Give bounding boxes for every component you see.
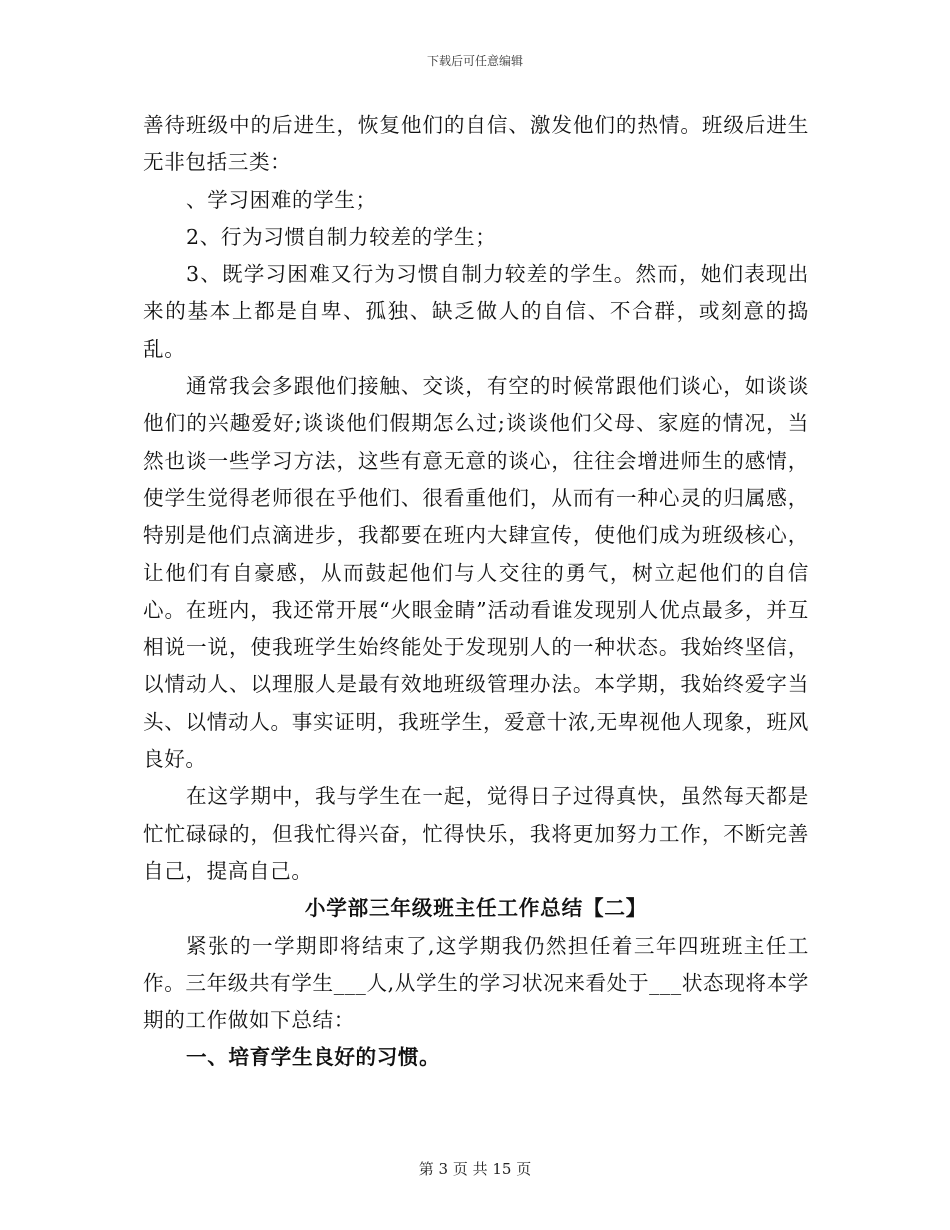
list-item-1: 、学习困难的学生；	[186, 187, 377, 212]
paragraph-method: 通常我会多跟他们接触、交谈，有空的时候常跟他们谈心，如谈谈他们的兴趣爱好;谈谈他们假期怎么过;谈谈他们父母、家庭的情况，当然也谈一些学习方法，这些有意无意的谈心，往往会增进师生的感情，使学生觉得老师很在乎他们、很看重他们，从而有一种心灵的归属感，特别是他们点滴进步，我都要在班内大肆宣传，使他们成为班级核心，让他们有自豪感，从而鼓起他们与人交往的勇气，树立起他们的自信心。在班内，我还常开展“火眼金睛”活动看谁发现别人优点最多，并互相说一说，使我班学生始终能处于发现别人的一种状态。我始终坚信，以情动人、以理服人是最有效地班级管理办法。本学期，我始终爱字当头、以情动人。事实证明，我班学生，爱意十浓,无卑视他人现象，班风良好。	[143, 374, 809, 772]
document-body	[143, 107, 809, 1077]
paragraph-reflection: 在这学期中，我与学生在一起，觉得日子过得真快，虽然每天都是忙忙碌碌的，但我忙得兴奋，忙得快乐，我将更加努力工作，不断完善自己，提高自己。	[143, 784, 809, 883]
page-footer: 第 3 页 共 15 页	[418, 1160, 532, 1178]
page-header-note: 下载后可任意编辑	[426, 54, 523, 68]
paragraph-intro: 善待班级中的后进生，恢复他们的自信、激发他们的热情。班级后进生无非包括三类：	[143, 113, 809, 175]
section-title: 小学部三年级班主任工作总结【二】	[304, 896, 648, 921]
list-item-2: 2、行为习惯自制力较差的学生；	[186, 224, 497, 249]
paragraph-summary-intro: 紧张的一学期即将结束了,这学期我仍然担任着三年四班班主任工作。三年级共有学生___人,从学生的学习状况来看处于___状态现将本学期的工作做如下总结：	[143, 933, 809, 1033]
list-item-3: 3、既学习困难又行为习惯自制力较差的学生。然而，她们表现出来的基本上都是自卑、孤独、缺乏做人的自信、不合群，或刻意的捣乱。	[143, 262, 809, 361]
subheading-habits: 一、培育学生良好的习惯。	[186, 1045, 441, 1070]
